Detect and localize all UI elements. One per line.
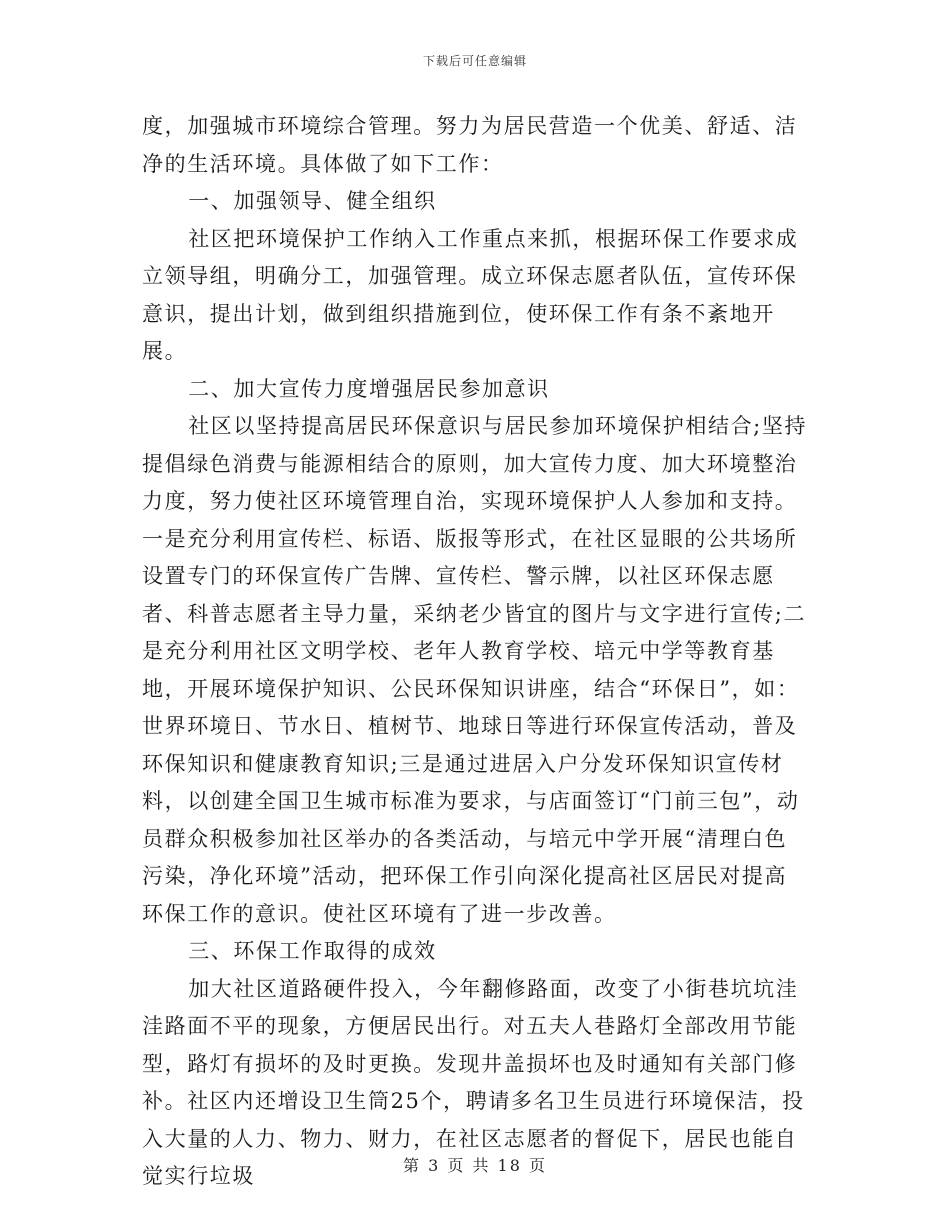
document-body (142, 108, 808, 1196)
paragraph-section-1: 社区把环境保护工作纳入工作重点来抓，根据环保工作要求成立领导组，明确分工，加强管理。成立环保志愿者队伍，宣传环保意识，提出计划，做到组织措施到位，使环保工作有条不紊地开展。 (142, 226, 799, 363)
page-header: 下载后可任意编辑 (422, 54, 527, 68)
section-heading-2: 二、加大宣传力度增强居民参加意识 (188, 376, 550, 401)
section-heading-3: 三、环保工作取得的成效 (188, 939, 437, 963)
paragraph-intro-continuation: 度，加强城市环境综合管理。努力为居民营造一个优美、舒适、洁净的生活环境。具体做了如下工作： (142, 114, 798, 176)
paragraph-section-3: 加大社区道路硬件投入，今年翻修路面，改变了小街巷坑坑洼洼路面不平的现象，方便居民出行。对五夫人巷路灯全部改用节能型，路灯有损坏的及时更换。发现井盖损坏也及时通知有关部门修补。社区内还增设卫生筒25个，聘请多名卫生员进行环境保洁，投入大量的人力、物力、财力，在社区志愿者的督促下，居民也能自觉实行垃圾 (142, 976, 805, 1188)
paragraph-section-2: 社区以坚持提高居民环保意识与居民参加环境保护相结合;坚持提倡绿色消费与能源相结合的原则，加大宣传力度、加大环境整治力度，努力使社区环境管理自治，实现环境保护人人参加和支持。一是充分利用宣传栏、标语、版报等形式，在社区显眼的公共场所设置专门的环保宣传广告牌、宣传栏、警示牌，以社区环保志愿者、科普志愿者主导力量，采纳老少皆宜的图片与文字进行宣传;二是充分利用社区文明学校、老年人教育学校、培元中学等教育基地，开展环境保护知识、公民环保知识讲座，结合“环保日”，如：世界环境日、节水日、植树节、地球日等进行环保宣传活动，普及环保知识和健康教育知识;三是通过进居入户分发环保知识宣传材料，以创建全国卫生城市标准为要求，与店面签订“门前三包”，动员群众积极参加社区举办的各类活动，与培元中学开展“清理白色污染，净化环境”活动，把环保工作引向深化提高社区居民对提高环保工作的意识。使社区环境有了进一步改善。 (142, 414, 808, 926)
page-footer-page-number: 第 3 页 共 18 页 (403, 1156, 547, 1175)
section-heading-1: 一、加强领导、健全组织 (188, 189, 437, 213)
